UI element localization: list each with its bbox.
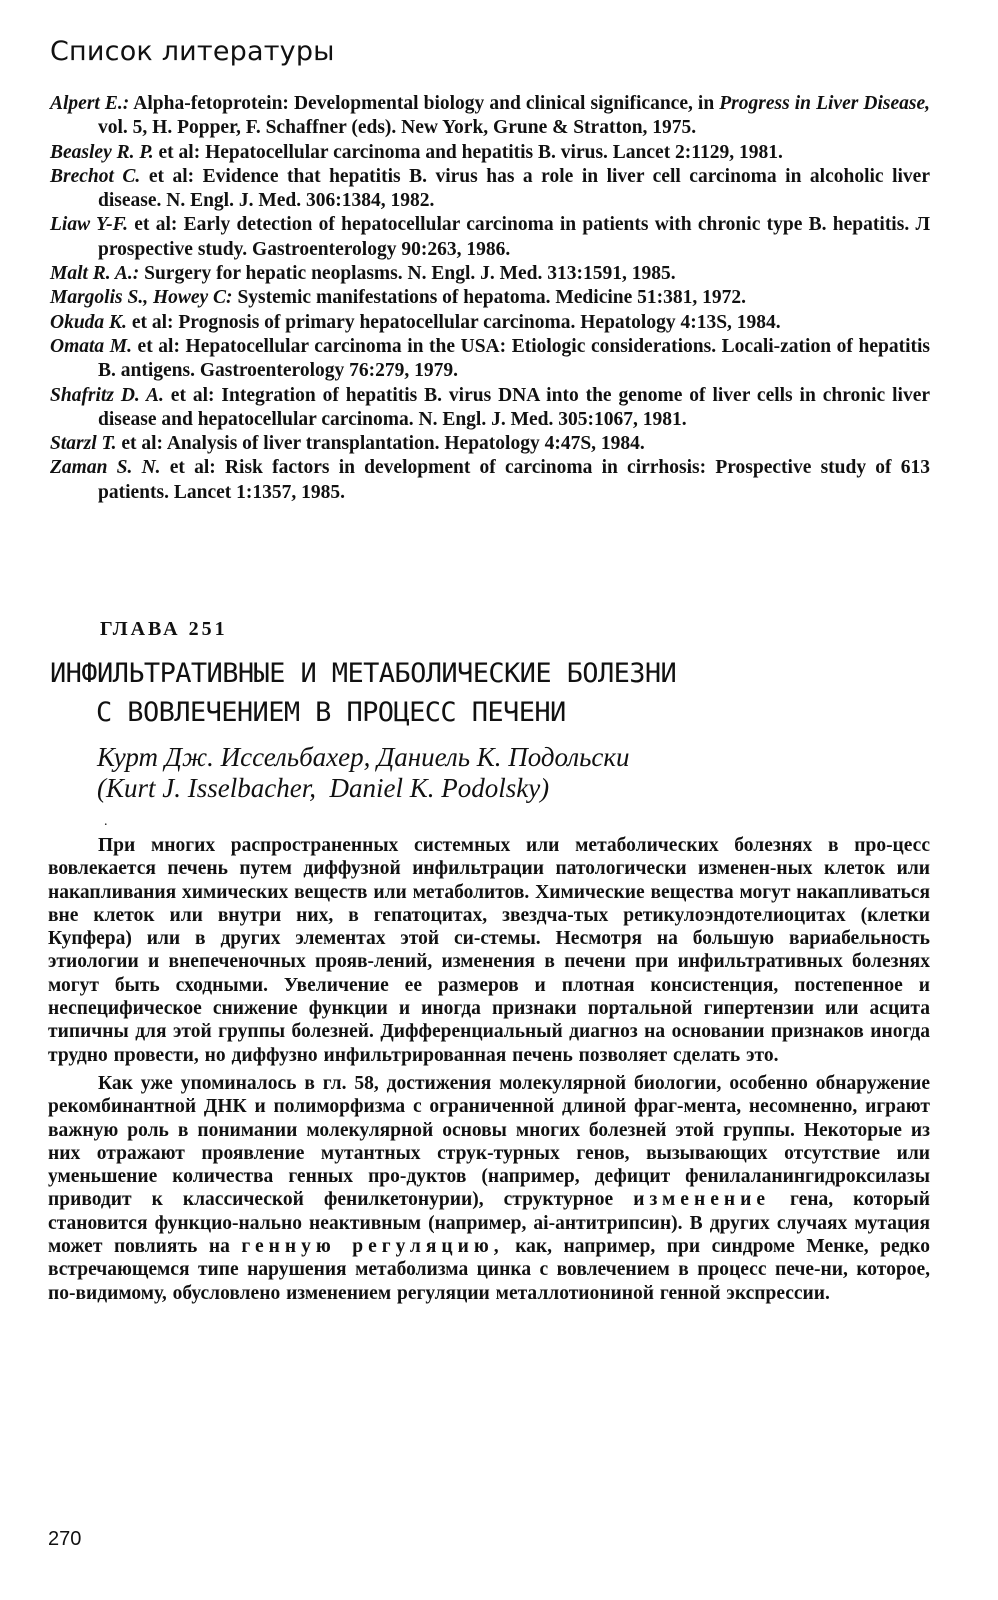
reference-italic: Progress in Liver Disease, xyxy=(719,93,930,114)
reference-text: et al: Early detection of hepatocellular carcinoma in patients with chronic type B. hepatitis. Л prospective study. Gastroenterology 90:263, 1986. xyxy=(98,214,930,260)
authors-english: (Kurt J. Isselbacher, Daniel K. Podolsky) xyxy=(97,773,550,803)
spaced-emphasis: генную регуляцию, xyxy=(241,1236,504,1258)
reference-entry xyxy=(50,213,930,262)
reference-author: Okuda K. xyxy=(50,311,127,333)
authors-russian: Курт Дж. Иссельбахер, Даниель К. Подольски xyxy=(97,742,630,772)
reference-entry xyxy=(50,262,930,286)
spaced-emphasis: изменение xyxy=(633,1189,770,1211)
reference-entry xyxy=(50,165,930,214)
stray-dot: . xyxy=(104,814,108,829)
reference-entry xyxy=(50,384,930,433)
reference-text-after: vol. 5, H. Popper, F. Schaffner (eds). New York, Grune & Stratton, 1975. xyxy=(98,117,697,139)
chapter-label: ГЛАВА 251 xyxy=(100,618,228,640)
reference-entry xyxy=(50,456,930,505)
reference-entry xyxy=(50,311,930,335)
chapter-title-line1: ИНФИЛЬТРАТИВНЫЕ И МЕТАБОЛИЧЕСКИЕ БОЛЕЗНИ xyxy=(50,658,677,689)
reference-text: et al: Evidence that hepatitis B. virus has a role in liver cell carcinoma in alcoholic liver disease. N. Engl. J. Med. 306:1384, 1982. xyxy=(98,165,930,212)
reference-text: Alpha-fetoprotein: Developmental biology and clinical significance, in xyxy=(129,93,720,114)
paragraph-text: гена, который становится функцио-нально неактивным (например, ai-антитрипсин). В других случаях мутация может повлиять на xyxy=(48,1189,930,1258)
paragraph-text: Как уже упоминалось в гл. 58, достижения молекулярной биологии, особенно обнаружение рекомбинантной ДНК и полиморфизма с ограниченной длиной фраг-мента, несомненно, играют важную роль в понимании молекулярной основы многих болезней этой группы. Некоторые из них отражают проявление мутантных струк-турных генов, вызывающих отсутствие или уменьшение количества генных про-дуктов (например, дефицит фенилаланингидроксилазы приводит к классической фенилкетонурии), структурное xyxy=(48,1072,930,1211)
reference-author: Malt R. A.: xyxy=(50,263,140,285)
reference-author: Beasley R. P. xyxy=(50,141,154,163)
reference-text: et al: Hepatocellular carcinoma and hepatitis B. virus. Lancet 2:1129, 1981. xyxy=(153,141,783,163)
paragraph-molecular xyxy=(48,1072,930,1305)
reference-text: et al: Integration of hepatitis B. virus DNA into the genome of liver cells in chronic liver disease and hepatocellular carcinoma. N. Engl. J. Med. 305:1067, 1981. xyxy=(98,384,930,430)
reference-text: et al: Hepatocellular carcinoma in the USA: Etiologic considerations. Locali-zation of hepatitis B. antigens. Gastroenterology 76:279, 1979. xyxy=(98,335,930,382)
references-heading: Список литературы xyxy=(50,36,335,67)
reference-entry xyxy=(50,432,930,456)
reference-author: Omata M. xyxy=(50,335,132,357)
page-number: 270 xyxy=(48,1528,82,1550)
reference-author: Alpert E.: xyxy=(50,93,130,114)
reference-text: et al: Risk factors in development of carcinoma in cirrhosis: Prospective study of 613 patients. Lancet 1:1357, 1985. xyxy=(98,457,930,503)
reference-author: Shafritz D. A. xyxy=(50,384,164,406)
chapter-title xyxy=(50,654,930,732)
reference-text: Surgery for hepatic neoplasms. N. Engl. J. Med. 313:1591, 1985. xyxy=(139,263,676,285)
paragraph-text: как, например, при синдроме Менке, редко встречающемся типе нарушения метаболизма цинка с вовлечением в процесс пече-ни, которое, по-видимому, обусловлено изменением регуляции металлотиониной генной экспрессии. xyxy=(48,1236,931,1304)
reference-author: Starzl T. xyxy=(50,433,117,455)
reference-author: Margolis S., Howey C: xyxy=(50,287,233,309)
reference-text: et al: Analysis of liver transplantation. Hepatology 4:47S, 1984. xyxy=(116,433,645,455)
reference-text: et al: Prognosis of primary hepatocellular carcinoma. Hepatology 4:13S, 1984. xyxy=(126,311,781,333)
reference-text: Systemic manifestations of hepatoma. Medicine 51:381, 1972. xyxy=(232,287,747,309)
reference-entry xyxy=(50,335,930,384)
chapter-body xyxy=(48,834,930,1310)
paragraph-intro: При многих распространенных системных или метаболических болезнях в про-цесс вовлекается печень путем диффузной инфильтрации патологически изменен-ных клеток или накапливания химических веществ или метаболитов. Химические вещества могут накапливаться вне клеток или внутри них, в гепатоцитах, звездча-тых ретикулоэндотелиоцитах (клетки Купфера) или в других элементах этой си-стемы. Несмотря на большую вариабельность этиологии и внепеченочных прояв-лений, изменения в печени при инфильтративных болезнях могут быть сходными. Увеличение ее размеров и плотная консистенция, постепенное и неспецифическое снижение функции и иногда признаки портальной гипертензии или асцита типичны для этой группы болезней. Дифференциальный диагноз на основании признаков иногда трудно провести, но диффузно инфильтрированная печень позволяет сделать это. xyxy=(48,835,930,1066)
reference-author: Liaw Y-F. xyxy=(50,214,128,236)
reference-author: Brechot C. xyxy=(50,165,141,187)
reference-entry xyxy=(50,141,930,165)
chapter-title-line2: С ВОВЛЕЧЕНИЕМ В ПРОЦЕСС ПЕЧЕНИ xyxy=(96,697,566,728)
reference-entry xyxy=(50,286,930,310)
reference-entry xyxy=(50,92,930,141)
chapter-authors xyxy=(97,742,917,804)
references-list xyxy=(50,92,930,505)
reference-author: Zaman S. N. xyxy=(50,457,161,479)
